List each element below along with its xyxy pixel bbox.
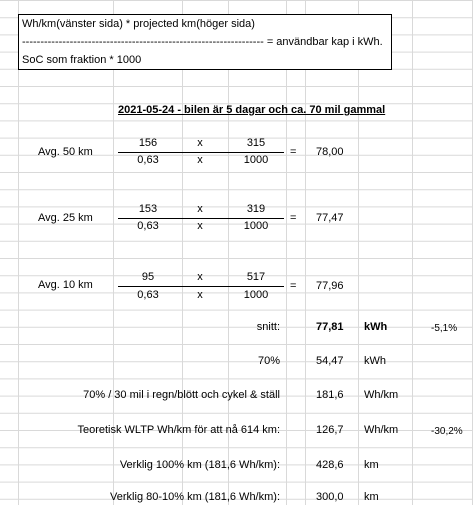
denominator-right: 1000 (243, 220, 269, 232)
denominator-right: 1000 (243, 289, 269, 301)
summary-value: 54,47 (316, 355, 344, 367)
section-header: 2021-05-24 - bilen är 5 dagar och ca. 70 mil gammal (118, 104, 386, 116)
note-line-1: Wh/km(vänster sida) * projected km(höger sida) (22, 18, 255, 30)
summary-label: Verklig 100% km (181,6 Wh/km): (119, 459, 280, 471)
summary-extra: -5,1% (431, 323, 458, 334)
summary-label: 70% (257, 355, 280, 367)
numerator-left: 95 (141, 271, 155, 283)
equals-sign: = (290, 280, 297, 292)
equals-sign: = (290, 146, 297, 158)
calc-label: Avg. 10 km (38, 279, 93, 291)
summary-unit: kWh (364, 355, 386, 367)
operator-times: x (197, 137, 203, 149)
operator-times: x (197, 220, 203, 232)
calc-label: Avg. 50 km (38, 146, 93, 158)
operator-times: x (197, 154, 203, 166)
operator-times: x (197, 271, 203, 283)
equals-sign: = (290, 212, 297, 224)
denominator-right: 1000 (243, 154, 269, 166)
summary-label: 70% / 30 mil i regn/blött och cykel & ställ (83, 389, 280, 401)
summary-unit: Wh/km (364, 424, 399, 436)
denominator-left: 0,63 (137, 154, 159, 166)
summary-label: Verklig 80-10% km (181,6 Wh/km): (110, 491, 280, 503)
fraction-bar (118, 286, 284, 287)
numerator-right: 517 (246, 271, 266, 283)
calc-result: 77,47 (316, 212, 344, 224)
summary-unit: km (364, 491, 379, 503)
numerator-right: 315 (246, 137, 266, 149)
formula-note-box (18, 14, 392, 70)
summary-value: 300,0 (316, 491, 344, 503)
summary-extra: -30,2% (431, 426, 463, 437)
numerator-right: 319 (246, 203, 266, 215)
numerator-left: 156 (138, 137, 158, 149)
denominator-left: 0,63 (137, 220, 159, 232)
calc-label: Avg. 25 km (38, 212, 93, 224)
numerator-left: 153 (138, 203, 158, 215)
note-line-2: ------------------------------------------------------------------ = användbar kap i kWh. (22, 36, 383, 48)
denominator-left: 0,63 (137, 289, 159, 301)
summary-value: 181,6 (316, 389, 344, 401)
calc-result: 78,00 (316, 146, 344, 158)
summary-label: snitt: (256, 321, 280, 333)
summary-label: Teoretisk WLTP Wh/km för att nå 614 km: (77, 424, 280, 436)
note-line-3: SoC som fraktion * 1000 (22, 54, 142, 66)
summary-value: 77,81 (316, 321, 344, 333)
operator-times: x (197, 289, 203, 301)
summary-unit: km (364, 459, 379, 471)
summary-value: 428,6 (316, 459, 344, 471)
summary-unit: kWh (364, 321, 388, 333)
summary-unit: Wh/km (364, 389, 399, 401)
calc-result: 77,96 (316, 280, 344, 292)
summary-value: 126,7 (316, 424, 344, 436)
operator-times: x (197, 203, 203, 215)
